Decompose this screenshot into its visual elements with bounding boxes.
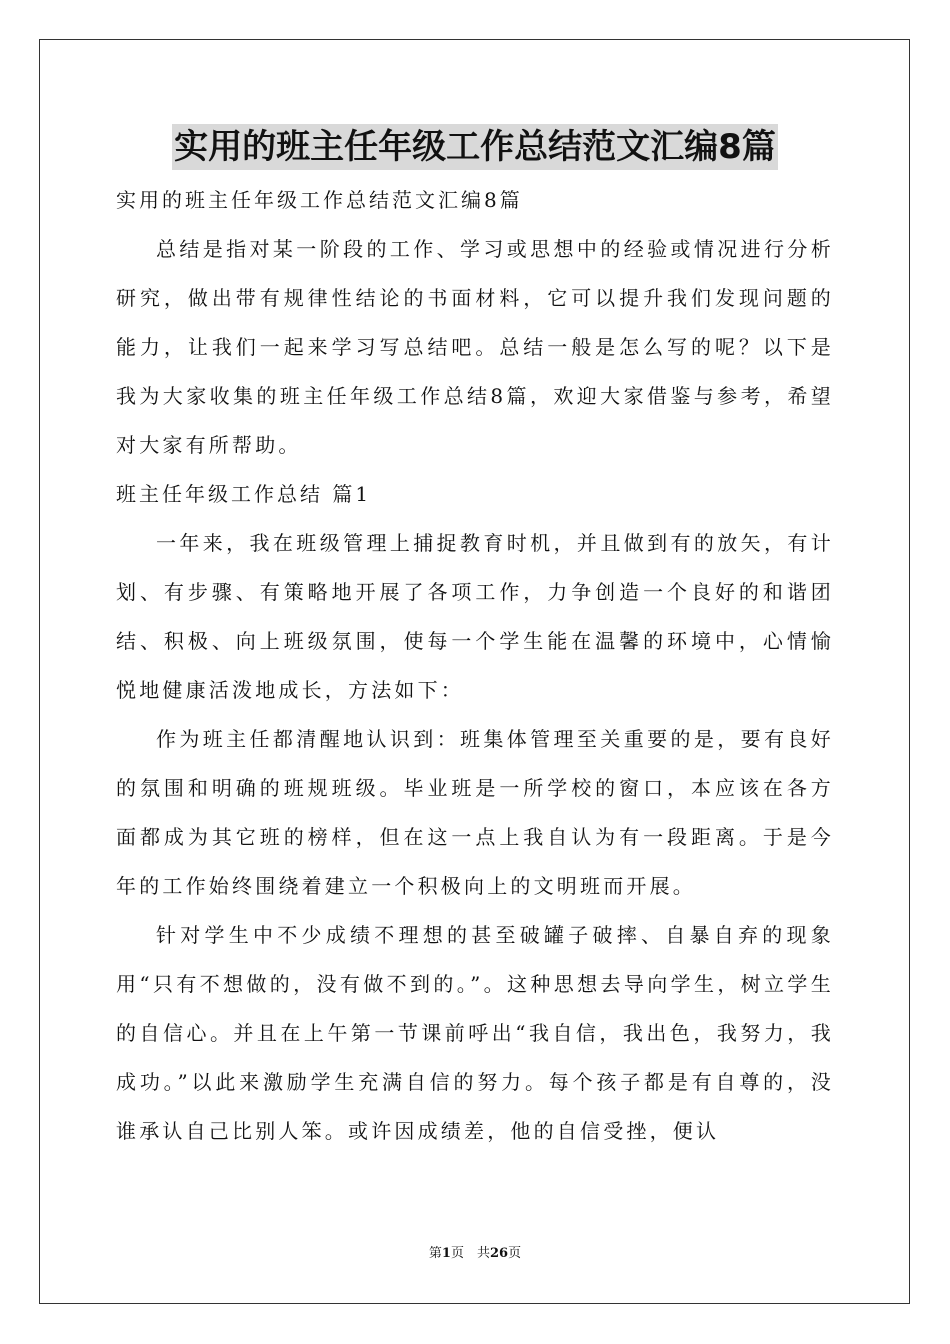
intro-paragraph: 总结是指对某一阶段的工作、学习或思想中的经验或情况进行分析研究，做出带有规律性结论的书面材料，它可以提升我们发现问题的能力，让我们一起来学习写总结吧。总结一般是怎么写的呢？以下是我为大家收集的班主任年级工作总结8篇，欢迎大家借鉴与参考，希望对大家有所帮助。 — [116, 237, 834, 457]
title-container — [0, 124, 950, 170]
footer-page-suffix: 页 — [508, 1246, 522, 1261]
footer-page-mid: 页 共 — [450, 1246, 490, 1261]
page-footer — [0, 1245, 950, 1263]
body-paragraph-1: 一年来，我在班级管理上捕捉教育时机，并且做到有的放矢，有计划、有步骤、有策略地开展了各项工作，力争创造一个良好的和谐团结、积极、向上班级氛围，使每一个学生能在温馨的环境中，心情愉悦地健康活泼地成长，方法如下： — [116, 531, 834, 702]
footer-page-prefix: 第 — [428, 1246, 442, 1261]
footer-total-pages: 26 — [489, 1246, 509, 1261]
section-heading: 班主任年级工作总结 篇1 — [116, 482, 372, 506]
document-title: 实用的班主任年级工作总结范文汇编8篇 — [172, 124, 778, 170]
document-subtitle: 实用的班主任年级工作总结范文汇编8篇 — [116, 188, 523, 212]
body-paragraph-3: 针对学生中不少成绩不理想的甚至破罐子破摔、自暴自弃的现象用“只有不想做的，没有做不到的。”。这种思想去导向学生，树立学生的自信心。并且在上午第一节课前呼出“我自信，我出色，我努力，我成功。”以此来激励学生充满自信的努力。每个孩子都是有自尊的，没谁承认自己比别人笨。或许因成绩差，他的自信受挫，便认 — [116, 923, 834, 1143]
body-paragraph-2: 作为班主任都清醒地认识到：班集体管理至关重要的是，要有良好的氛围和明确的班规班级。毕业班是一所学校的窗口，本应该在各方面都成为其它班的榜样，但在这一点上我自认为有一段距离。于是今年的工作始终围绕着建立一个积极向上的文明班而开展。 — [116, 727, 834, 898]
document-body — [116, 176, 834, 1156]
footer-current-page: 1 — [441, 1246, 451, 1261]
